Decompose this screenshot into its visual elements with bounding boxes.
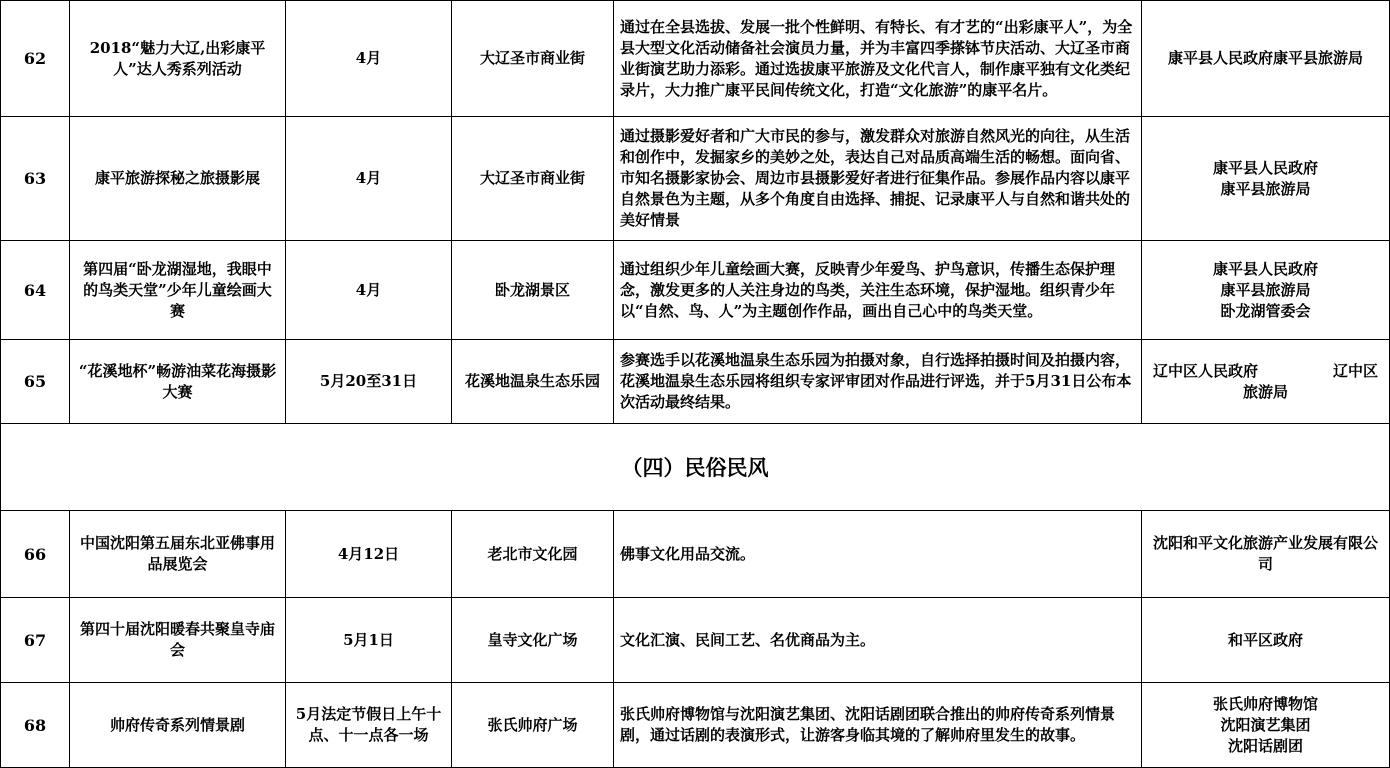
table-row (1, 241, 1390, 340)
event-place: 皇寺文化广场 (452, 598, 614, 683)
event-place: 卧龙湖景区 (452, 241, 614, 340)
table-row (1, 683, 1390, 768)
event-description: 参赛选手以花溪地温泉生态乐园为拍摄对象，自行选择拍摄时间及拍摄内容，花溪地温泉生态乐园将组织专家评审团对作品进行评选，并于5月31日公布本次活动最终结果。 (614, 340, 1142, 424)
event-time: 4月 (286, 1, 452, 117)
row-number: 64 (1, 241, 70, 340)
section-heading: （四）民俗民风 (1, 424, 1390, 511)
event-time: 5月1日 (286, 598, 452, 683)
event-name: 帅府传奇系列情景剧 (70, 683, 286, 768)
organizer: 和平区政府 (1142, 598, 1390, 683)
event-time: 4月12日 (286, 511, 452, 598)
table-row (1, 1, 1390, 117)
row-number: 63 (1, 117, 70, 241)
row-number: 66 (1, 511, 70, 598)
row-number: 65 (1, 340, 70, 424)
row-number: 68 (1, 683, 70, 768)
event-description: 张氏帅府博物馆与沈阳演艺集团、沈阳话剧团联合推出的帅府传奇系列情景剧，通过话剧的表演形式，让游客身临其境的了解帅府里发生的故事。 (614, 683, 1142, 768)
event-name: 康平旅游探秘之旅摄影展 (70, 117, 286, 241)
event-description: 佛事文化用品交流。 (614, 511, 1142, 598)
table-row (1, 511, 1390, 598)
event-description: 通过组织少年儿童绘画大赛，反映青少年爱鸟、护鸟意识，传播生态保护理念，激发更多的人关注身边的鸟类，关注生态环境，保护湿地。组织青少年以“自然、鸟、人”为主题创作作品，画出自己心中的鸟类天堂。 (614, 241, 1142, 340)
event-place: 大辽圣市商业街 (452, 117, 614, 241)
organizer: 沈阳和平文化旅游产业发展有限公司 (1142, 511, 1390, 598)
organizer: 康平县人民政府康平县旅游局 (1142, 1, 1390, 117)
event-name: “花溪地杯”畅游油菜花海摄影大赛 (70, 340, 286, 424)
table-row (1, 117, 1390, 241)
table-row (1, 598, 1390, 683)
event-name: 第四届“卧龙湖湿地，我眼中的鸟类天堂”少年儿童绘画大赛 (70, 241, 286, 340)
event-description: 文化汇演、民间工艺、名优商品为主。 (614, 598, 1142, 683)
event-time: 5月20至31日 (286, 340, 452, 424)
event-time: 5月法定节假日上午十点、十一点各一场 (286, 683, 452, 768)
row-number: 62 (1, 1, 70, 117)
event-place: 花溪地温泉生态乐园 (452, 340, 614, 424)
table-row (1, 340, 1390, 424)
event-place: 张氏帅府广场 (452, 683, 614, 768)
event-place: 大辽圣市商业街 (452, 1, 614, 117)
row-number: 67 (1, 598, 70, 683)
event-description: 通过摄影爱好者和广大市民的参与，激发群众对旅游自然风光的向往，从生活和创作中，发掘家乡的美妙之处，表达自己对品质高端生活的畅想。面向省、市知名摄影家协会、周边市县摄影爱好者进行征集作品。参展作品内容以康平自然景色为主题，从多个角度自由选择、捕捉、记录康平人与自然和谐共处的美好情景 (614, 117, 1142, 241)
organizer: 康平县人民政府 康平县旅游局 卧龙湖管委会 (1142, 241, 1390, 340)
event-time: 4月 (286, 241, 452, 340)
event-time: 4月 (286, 117, 452, 241)
organizer: 张氏帅府博物馆 沈阳演艺集团 沈阳话剧团 (1142, 683, 1390, 768)
event-name: 第四十届沈阳暖春共聚皇寺庙会 (70, 598, 286, 683)
organizer: 康平县人民政府 康平县旅游局 (1142, 117, 1390, 241)
organizer: 辽中区人民政府 辽中区旅游局 (1142, 340, 1390, 424)
event-name: 中国沈阳第五届东北亚佛事用品展览会 (70, 511, 286, 598)
event-name: 2018“魅力大辽,出彩康平人”达人秀系列活动 (70, 1, 286, 117)
event-description: 通过在全县选拔、发展一批个性鲜明、有特长、有才艺的“出彩康平人”，为全县大型文化活动储备社会演员力量，并为丰富四季搽钵节庆活动、大辽圣市商业街演艺助力添彩。通过选拔康平旅游及文化代言人，制作康平独有文化类纪录片，大力推广康平民间传统文化，打造“文化旅游”的康平名片。 (614, 1, 1142, 117)
event-place: 老北市文化园 (452, 511, 614, 598)
